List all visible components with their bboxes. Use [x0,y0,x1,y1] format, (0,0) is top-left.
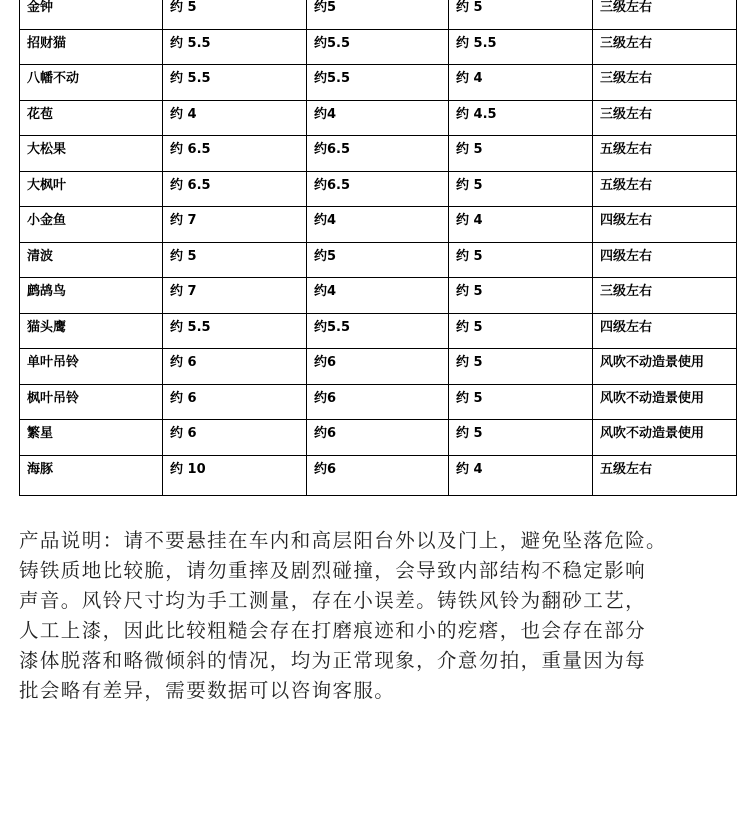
size-c-cell: 约 4 [449,455,593,495]
model-name-cell: 招财猫 [20,29,163,65]
size-b-cell: 约4 [307,278,449,314]
size-b-cell: 约5.5 [307,29,449,65]
size-c-cell: 约 5 [449,136,593,172]
notes-line-1: 产品说明：请不要悬挂在车内和高层阳台外以及门上，避免坠落危险。 [19,529,667,552]
spec-table-body [20,0,737,495]
model-name-cell: 单叶吊铃 [20,349,163,385]
size-c-cell: 约 5 [449,171,593,207]
table-row [20,278,737,314]
size-a-cell: 约 4 [163,100,307,136]
notes-line-3: 声音。风铃尺寸均为手工测量，存在小误差。铸铁风铃为翻砂工艺， [19,589,647,612]
model-name-cell: 金钟 [20,0,163,29]
wind-level-cell: 风吹不动造景使用 [593,349,737,385]
model-name-cell: 猫头鹰 [20,313,163,349]
wind-level-cell: 四级左右 [593,313,737,349]
size-c-cell: 约 5 [449,0,593,29]
size-b-cell: 约4 [307,207,449,243]
size-a-cell: 约 6 [163,420,307,456]
table-row [20,65,737,101]
table-row [20,384,737,420]
table-row [20,100,737,136]
size-a-cell: 约 5.5 [163,65,307,101]
table-row [20,349,737,385]
size-a-cell: 约 5 [163,242,307,278]
size-a-cell: 约 5.5 [163,313,307,349]
size-b-cell: 约6.5 [307,136,449,172]
notes-line-2: 铸铁质地比较脆，请勿重摔及剧烈碰撞，会导致内部结构不稳定影响 [19,559,647,582]
size-a-cell: 约 10 [163,455,307,495]
size-b-cell: 约6.5 [307,171,449,207]
table-row [20,242,737,278]
size-b-cell: 约6 [307,455,449,495]
table-row [20,29,737,65]
size-c-cell: 约 5 [449,278,593,314]
size-a-cell: 约 6.5 [163,171,307,207]
wind-level-cell: 风吹不动造景使用 [593,384,737,420]
table-row [20,207,737,243]
size-c-cell: 约 5 [449,313,593,349]
wind-level-cell: 四级左右 [593,207,737,243]
size-b-cell: 约5 [307,0,449,29]
size-a-cell: 约 7 [163,207,307,243]
product-notes [19,526,749,706]
size-b-cell: 约5.5 [307,313,449,349]
size-c-cell: 约 5.5 [449,29,593,65]
wind-level-cell: 三级左右 [593,0,737,29]
size-c-cell: 约 4 [449,65,593,101]
model-name-cell: 枫叶吊铃 [20,384,163,420]
wind-level-cell: 五级左右 [593,136,737,172]
size-a-cell: 约 7 [163,278,307,314]
size-b-cell: 约6 [307,420,449,456]
size-b-cell: 约6 [307,384,449,420]
wind-level-cell: 五级左右 [593,171,737,207]
wind-level-cell: 四级左右 [593,242,737,278]
model-name-cell: 大松果 [20,136,163,172]
size-b-cell: 约4 [307,100,449,136]
model-name-cell: 八幡不动 [20,65,163,101]
size-c-cell: 约 4.5 [449,100,593,136]
wind-level-cell: 三级左右 [593,278,737,314]
model-name-cell: 花苞 [20,100,163,136]
notes-line-5: 漆体脱落和略微倾斜的情况，均为正常现象，介意勿拍，重量因为每 [19,649,647,672]
table-row [20,0,737,29]
model-name-cell: 海豚 [20,455,163,495]
model-name-cell: 清波 [20,242,163,278]
spec-table [19,0,737,496]
size-b-cell: 约5.5 [307,65,449,101]
wind-level-cell: 三级左右 [593,29,737,65]
notes-line-6: 批会略有差异，需要数据可以咨询客服。 [19,679,396,702]
model-name-cell: 小金鱼 [20,207,163,243]
size-a-cell: 约 5 [163,0,307,29]
size-a-cell: 约 6 [163,349,307,385]
wind-level-cell: 五级左右 [593,455,737,495]
size-b-cell: 约6 [307,349,449,385]
size-c-cell: 约 5 [449,420,593,456]
table-row [20,420,737,456]
size-a-cell: 约 6.5 [163,136,307,172]
table-row [20,136,737,172]
table-row [20,171,737,207]
size-a-cell: 约 5.5 [163,29,307,65]
size-c-cell: 约 4 [449,207,593,243]
table-row [20,313,737,349]
model-name-cell: 大枫叶 [20,171,163,207]
size-c-cell: 约 5 [449,384,593,420]
size-c-cell: 约 5 [449,349,593,385]
wind-level-cell: 三级左右 [593,65,737,101]
notes-line-4: 人工上漆，因此比较粗糙会存在打磨痕迹和小的疙瘩，也会存在部分 [19,619,647,642]
model-name-cell: 鹧鸪鸟 [20,278,163,314]
wind-level-cell: 风吹不动造景使用 [593,420,737,456]
wind-level-cell: 三级左右 [593,100,737,136]
size-c-cell: 约 5 [449,242,593,278]
size-a-cell: 约 6 [163,384,307,420]
model-name-cell: 繁星 [20,420,163,456]
size-b-cell: 约5 [307,242,449,278]
table-row [20,455,737,495]
